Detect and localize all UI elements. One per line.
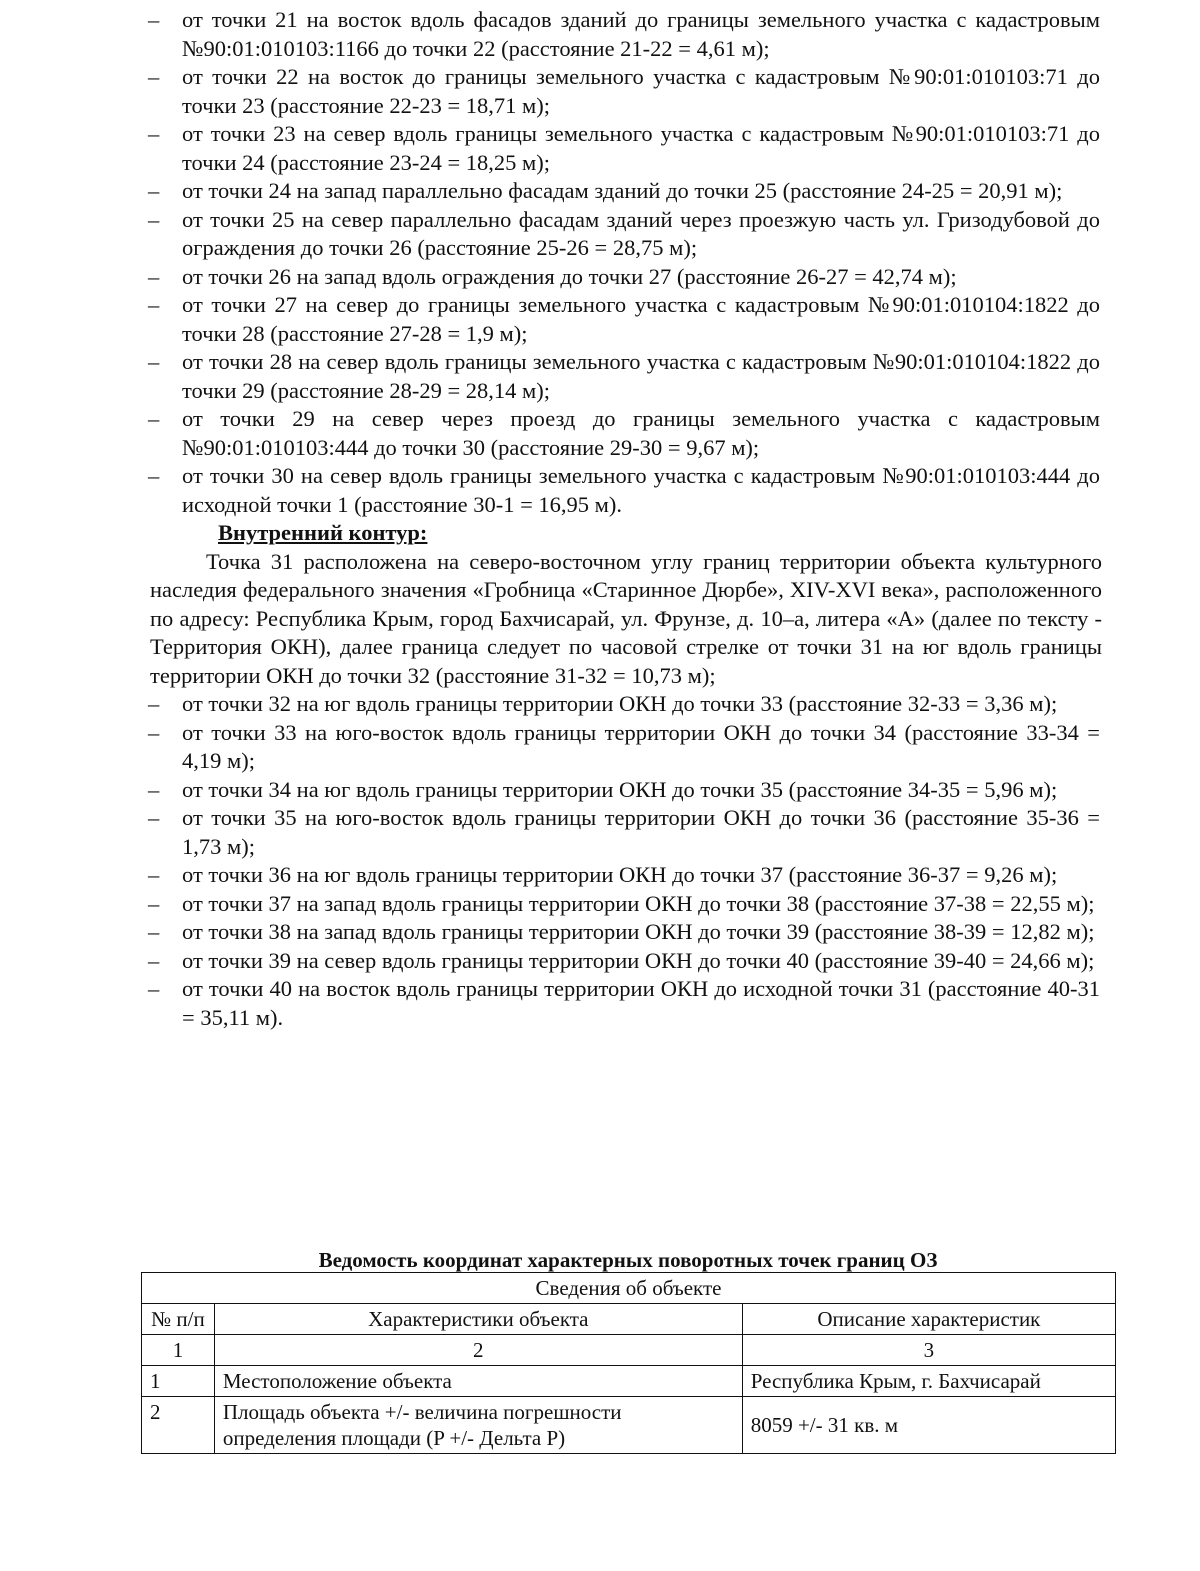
list-dash: –: [148, 919, 160, 944]
list-dash: –: [148, 691, 160, 716]
list-dash: –: [148, 64, 160, 89]
list-dash: –: [148, 719, 160, 745]
list-dash: –: [148, 862, 160, 887]
list-dash: –: [148, 121, 160, 146]
list-dash: –: [148, 976, 160, 1001]
list-item: – от точки 37 на запад вдоль границы территории ОКН до точки 38 (расстояние 37-38 = 22,55 м);: [182, 890, 1100, 919]
table-cell: 8059 +/- 31 кв. м: [742, 1397, 1115, 1454]
list-dash: –: [148, 406, 160, 431]
list-dash: –: [148, 292, 160, 317]
column-header-description: Описание характеристик: [742, 1304, 1115, 1335]
table-section-header: Сведения об объекте: [142, 1273, 1116, 1304]
list-item: – от точки 28 на север вдоль границы земельного участка с кадастровым №90:01:010104:1822 до точки 29 (расстояние 28-29 = 28,14 м);: [148, 349, 1100, 403]
list-item: – от точки 23 на север вдоль границы земельного участка с кадастровым №90:01:010103:71 до точки 24 (расстояние 23-24 = 18,25 м);: [148, 121, 1100, 175]
list-dash: –: [148, 206, 160, 232]
column-number: 1: [142, 1335, 215, 1366]
list-item: – от точки 24 на запад параллельно фасадам зданий до точки 25 (расстояние 24-25 = 20,91 м);: [182, 177, 1100, 206]
list-item: – от точки 33 на юго-восток вдоль границы территории ОКН до точки 34 (расстояние 33-34 = 4,19 м);: [148, 719, 1100, 773]
table-row: [142, 1366, 1116, 1397]
table-cell: Местоположение объекта: [214, 1366, 742, 1397]
outer-contour-list: [0, 6, 1102, 519]
table-header-row: [142, 1304, 1116, 1335]
list-item: – от точки 35 на юго-восток вдоль границы территории ОКН до точки 36 (расстояние 35-36 = 1,73 м);: [148, 805, 1100, 859]
list-dash: –: [148, 178, 160, 203]
table-cell: Республика Крым, г. Бахчисарай: [742, 1366, 1115, 1397]
list-item: – от точки 25 на север параллельно фасадам зданий через проезжую часть ул. Гризодубовой до ограждения до точки 26 (расстояние 25-26 = 28,75 м);: [148, 206, 1100, 260]
table-section-header-row: [142, 1273, 1116, 1304]
list-dash: –: [148, 805, 160, 830]
list-item: – от точки 36 на юг вдоль границы территории ОКН до точки 37 (расстояние 36-37 = 9,26 м);: [182, 861, 1100, 890]
inner-contour-heading: Внутренний контур:: [218, 520, 428, 545]
column-number: 2: [214, 1335, 742, 1366]
list-dash: –: [148, 776, 160, 802]
table-cell: 1: [142, 1366, 215, 1397]
list-item: – от точки 22 на восток до границы земельного участка с кадастровым №90:01:010103:71 до точки 23 (расстояние 22-23 = 18,71 м);: [148, 64, 1100, 118]
list-dash: –: [148, 349, 160, 374]
list-dash: –: [148, 263, 160, 289]
list-item: – от точки 32 на юг вдоль границы территории ОКН до точки 33 (расстояние 32-33 = 3,36 м);: [182, 690, 1100, 719]
list-item: – от точки 21 на восток вдоль фасадов зданий до границы земельного участка с кадастровым №90:01:010103:1166 до точки 22 (расстояние 21-22 = 4,61 м);: [148, 7, 1100, 61]
list-item: – от точки 26 на запад вдоль ограждения до точки 27 (расстояние 26-27 = 42,74 м);: [182, 263, 1100, 292]
list-item: – от точки 30 на север вдоль границы земельного участка с кадастровым №90:01:010103:444 до исходной точки 1 (расстояние 30-1 = 16,95 м).: [148, 463, 1100, 517]
table-row: [142, 1397, 1116, 1454]
table-title: Ведомость координат характерных поворотных точек границ ОЗ: [318, 1248, 938, 1272]
list-item: – от точки 27 на север до границы земельного участка с кадастровым №90:01:010104:1822 до точки 28 (расстояние 27-28 = 1,9 м);: [148, 292, 1100, 346]
column-header-characteristics: Характеристики объекта: [214, 1304, 742, 1335]
inner-contour-intro: Точка 31 расположена на северо-восточном углу границ территории объекта культурного наследия федерального значения «Гробница «Старинное Дюрбе», XIV-XVI века», расположенного по адресу: Республика Крым, город Бахчисарай, ул. Фрунзе, д. 10–а, литера «А» (далее по тексту - Территория ОКН), далее граница следует по часовой стрелке от точки 31 на юг вдоль границы территории ОКН до точки 32 (расстояние 31-32 = 10,73 м);: [150, 548, 1102, 688]
column-number: 3: [742, 1335, 1115, 1366]
column-header-number: № п/п: [142, 1304, 215, 1335]
list-item: – от точки 34 на юг вдоль границы территории ОКН до точки 35 (расстояние 34-35 = 5,96 м);: [182, 776, 1100, 805]
object-info-table: [141, 1272, 1116, 1454]
list-dash: –: [148, 947, 160, 973]
boundary-description: [0, 6, 1102, 1032]
list-item: – от точки 29 на север через проезд до границы земельного участка с кадастровым №90:01:010103:444 до точки 30 (расстояние 29-30 = 9,67 м);: [148, 406, 1100, 460]
table-column-number-row: [142, 1335, 1116, 1366]
inner-contour-list: [0, 690, 1102, 1032]
list-dash: –: [148, 7, 160, 32]
list-item: – от точки 39 на север вдоль границы территории ОКН до точки 40 (расстояние 39-40 = 24,66 м);: [182, 947, 1100, 976]
table-cell: Площадь объекта +/- величина погрешности определения площади (P +/- Дельта P): [214, 1397, 742, 1454]
list-dash: –: [148, 890, 160, 916]
table-cell: 2: [142, 1397, 215, 1454]
list-dash: –: [148, 463, 160, 488]
list-item: – от точки 40 на восток вдоль границы территории ОКН до исходной точки 31 (расстояние 40-31 = 35,11 м).: [148, 976, 1100, 1030]
list-item: – от точки 38 на запад вдоль границы территории ОКН до точки 39 (расстояние 38-39 = 12,82 м);: [182, 918, 1100, 947]
